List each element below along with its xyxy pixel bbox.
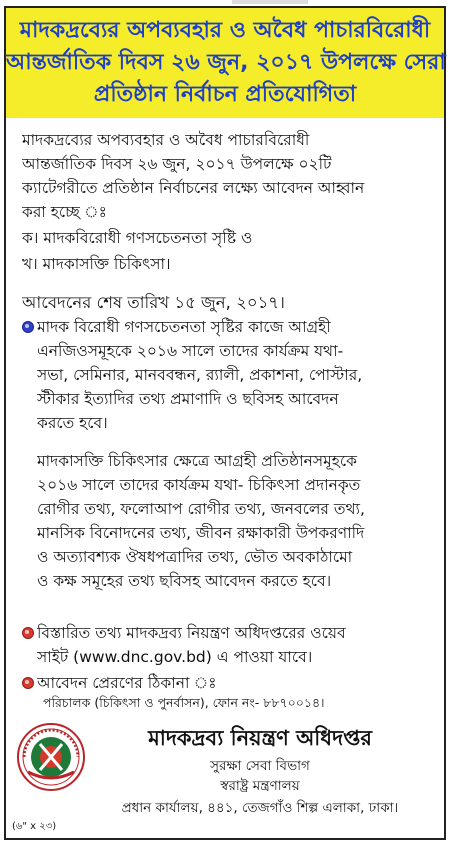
- intro-line3: ক্যাটেগরীতে প্রতিষ্ঠান নির্বাচনের লক্ষ্যে আবেদন আহ্বান: [22, 179, 365, 197]
- para2-line3: রোগীর তথ্য, ফলোআপ রোগীর তথ্য, জনবলের তথ্য,: [37, 500, 365, 518]
- para2-line1: মাদকাসক্তি চিকিৎসার ক্ষেত্রে আগ্রহী প্রতিষ্ঠানসমূহকে: [37, 452, 357, 470]
- department-address: প্রধান কার্যালয়, ৪৪১, তেজগাঁও শিল্প এলাকা, ঢাকা।: [121, 800, 399, 816]
- bullet1-line2: এনজিওসমূহকে ২০১৬ সালে তাদের কার্যক্রম যথা-: [37, 342, 344, 360]
- header-banner: [6, 8, 444, 118]
- department-name: মাদকদ্রব্য নিয়ন্ত্রণ অধিদপ্তর: [148, 726, 372, 750]
- para2-line2: ২০১৬ সালে তাদের কার্যক্রম যথা- চিকিৎসা প্রদানকৃত: [37, 476, 361, 494]
- bullet-dot-icon: [22, 677, 34, 689]
- top-strip: [0, 0, 453, 5]
- category-item-1: ক। মাদকবিরোধী গণসচেতনতা সৃষ্টি ও: [22, 229, 253, 247]
- intro-line1: মাদকদ্রব্যের অপব্যবহার ও অবৈধ পাচারবিরোধী: [22, 131, 310, 149]
- bullet-dot-icon: [22, 627, 34, 639]
- bullet2-line2: সাইট (www.dnc.gov.bd) এ পাওয়া যাবে।: [37, 648, 313, 666]
- contact-line: পরিচালক (চিকিৎসা ও পুনর্বাসন), ফোন নং- ৮৮৭০০১৪।: [43, 695, 325, 710]
- header-title-line2: আন্তর্জাতিক দিবস ২৬ জুন, ২০১৭ উপলক্ষে সেরা: [6, 50, 446, 75]
- top-strip-mark: [232, 0, 308, 4]
- bullet2-line1: বিস্তারিত তথ্য মাদকদ্রব্য নিয়ন্ত্রণ অধিদপ্তরের ওয়েব: [37, 624, 346, 642]
- intro-line2: আন্তর্জাতিক দিবস ২৬ জুন, ২০১৭ উপলক্ষে ০২টি: [22, 155, 332, 173]
- bullet-dot-icon: [22, 321, 34, 333]
- department-division: সুরক্ষা সেবা বিভাগ: [210, 758, 310, 774]
- department-emblem-icon: [16, 722, 86, 792]
- header-title-line1: মাদকদ্রব্যের অপব্যবহার ও অবৈধ পাচারবিরোধী: [19, 18, 431, 43]
- bullet1-line4: স্টীকার ইত্যাদির তথ্য প্রমাণাদি ও ছবিসহ আবেদন: [37, 390, 339, 408]
- para2-line6: ও কক্ষ সমূহের তথ্য ছবিসহ আবেদন করতে হবে।: [37, 572, 332, 590]
- para2-line5: ও অত্যাবশ্যক ঔষধপত্রাদির তথ্য, ভৌত অবকাঠামো: [37, 548, 353, 566]
- bullet1-line1: মাদক বিরোধী গণসচেতনতা সৃষ্টির কাজে আগ্রহী: [37, 318, 331, 336]
- department-ministry: স্বরাষ্ট্র মন্ত্রণালয়: [220, 778, 300, 794]
- bullet1-line3: সভা, সেমিনার, মানববন্ধন, র‌্যালী, প্রকাশনা, পোস্টার,: [37, 366, 363, 384]
- intro-line4: করা হচ্ছে ঃ: [22, 203, 107, 221]
- bullet3-line1: আবেদন প্রেরণের ঠিকানা ঃ: [37, 674, 217, 692]
- header-title-line3: প্রতিষ্ঠান নির্বাচন প্রতিযোগিতা: [93, 82, 357, 107]
- size-note: (৬" x ২৩): [12, 821, 57, 832]
- bullet1-line5: করতে হবে।: [37, 414, 108, 432]
- para2-line4: মানসিক বিনোদনের তথ্য, জীবন রক্ষাকারী উপকরণাদি: [37, 524, 365, 542]
- deadline-text: আবেদনের শেষ তারিখ ১৫ জুন, ২০১৭।: [22, 293, 285, 312]
- category-item-2: খ। মাদকাসক্তি চিকিৎসা।: [22, 255, 171, 273]
